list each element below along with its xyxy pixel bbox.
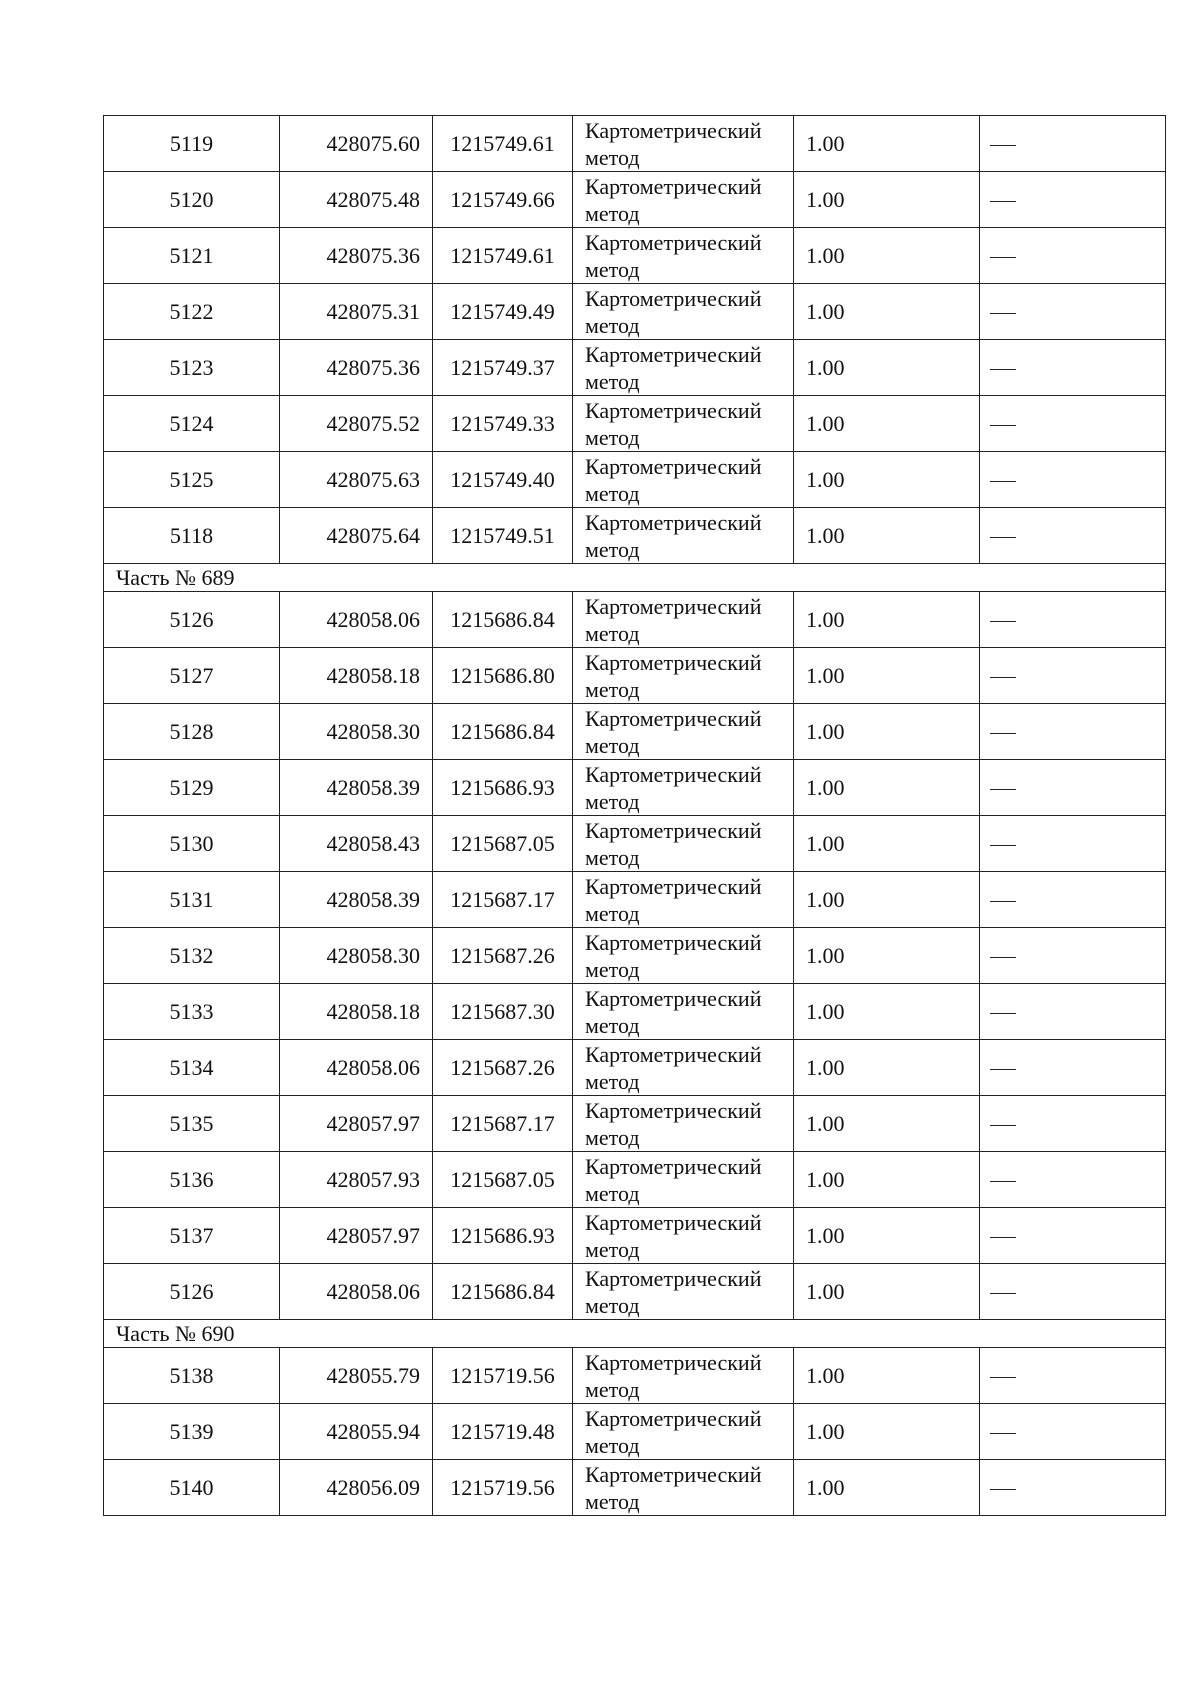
method-line1: Картометрический (585, 453, 762, 479)
table-row (104, 760, 1166, 816)
method-line1: Картометрический (585, 341, 762, 367)
table-body (104, 116, 1166, 1516)
coordinate-x: 428058.43 (280, 816, 433, 872)
method-cell (573, 1348, 794, 1404)
table-row (104, 984, 1166, 1040)
coordinate-x: 428057.97 (280, 1208, 433, 1264)
description-dash (990, 201, 1016, 202)
description-cell (980, 1152, 1166, 1208)
table-row (104, 1460, 1166, 1516)
accuracy-value: 1.00 (794, 228, 980, 284)
description-cell (980, 816, 1166, 872)
method-cell (573, 1040, 794, 1096)
accuracy-value: 1.00 (794, 172, 980, 228)
description-dash (990, 789, 1016, 790)
method-cell (573, 396, 794, 452)
method-cell (573, 704, 794, 760)
description-dash (990, 425, 1016, 426)
part-header-row (104, 1320, 1166, 1348)
coordinate-y: 1215749.61 (433, 116, 573, 172)
description-dash (990, 145, 1016, 146)
coordinate-y: 1215687.17 (433, 872, 573, 928)
accuracy-value: 1.00 (794, 1096, 980, 1152)
point-number: 5130 (104, 816, 280, 872)
description-dash (990, 1013, 1016, 1014)
table-row (104, 592, 1166, 648)
table-row (104, 228, 1166, 284)
method-line1: Картометрический (585, 1041, 762, 1067)
method-line1: Картометрический (585, 285, 762, 311)
description-cell (980, 872, 1166, 928)
description-dash (990, 1237, 1016, 1238)
coordinate-x: 428075.52 (280, 396, 433, 452)
coordinate-y: 1215687.05 (433, 816, 573, 872)
method-cell (573, 1096, 794, 1152)
method-line1: Картометрический (585, 705, 762, 731)
point-number: 5137 (104, 1208, 280, 1264)
method-cell (573, 816, 794, 872)
coordinate-x: 428075.36 (280, 228, 433, 284)
table-row (104, 816, 1166, 872)
description-cell (980, 116, 1166, 172)
coordinate-x: 428058.18 (280, 648, 433, 704)
method-cell (573, 592, 794, 648)
method-line1: Картометрический (585, 1097, 762, 1123)
coordinates-table (103, 115, 1166, 1516)
point-number: 5129 (104, 760, 280, 816)
coordinate-x: 428075.60 (280, 116, 433, 172)
description-cell (980, 228, 1166, 284)
accuracy-value: 1.00 (794, 1264, 980, 1320)
accuracy-value: 1.00 (794, 928, 980, 984)
description-dash (990, 369, 1016, 370)
coordinate-x: 428058.06 (280, 1040, 433, 1096)
accuracy-value: 1.00 (794, 760, 980, 816)
coordinate-y: 1215687.26 (433, 928, 573, 984)
method-line2: метод (585, 900, 640, 926)
table-row (104, 928, 1166, 984)
point-number: 5128 (104, 704, 280, 760)
method-line1: Картометрический (585, 229, 762, 255)
accuracy-value: 1.00 (794, 116, 980, 172)
point-number: 5138 (104, 1348, 280, 1404)
description-dash (990, 677, 1016, 678)
coordinate-x: 428058.06 (280, 592, 433, 648)
description-dash (990, 733, 1016, 734)
accuracy-value: 1.00 (794, 1460, 980, 1516)
method-line1: Картометрический (585, 117, 762, 143)
point-number: 5120 (104, 172, 280, 228)
method-line2: метод (585, 480, 640, 506)
part-title: Часть № 690 (104, 1320, 1166, 1348)
coordinate-y: 1215749.33 (433, 396, 573, 452)
table-row (104, 172, 1166, 228)
method-line2: метод (585, 788, 640, 814)
accuracy-value: 1.00 (794, 396, 980, 452)
coordinate-y: 1215719.48 (433, 1404, 573, 1460)
method-line1: Картометрический (585, 1461, 762, 1487)
method-line1: Картометрический (585, 1349, 762, 1375)
method-line2: метод (585, 312, 640, 338)
method-line1: Картометрический (585, 873, 762, 899)
method-line2: метод (585, 844, 640, 870)
table-row (104, 1040, 1166, 1096)
description-cell (980, 452, 1166, 508)
description-dash (990, 1181, 1016, 1182)
table-row (104, 284, 1166, 340)
description-dash (990, 1293, 1016, 1294)
description-dash (990, 1069, 1016, 1070)
point-number: 5124 (104, 396, 280, 452)
description-cell (980, 396, 1166, 452)
part-title: Часть № 689 (104, 564, 1166, 592)
point-number: 5134 (104, 1040, 280, 1096)
point-number: 5121 (104, 228, 280, 284)
method-line2: метод (585, 956, 640, 982)
description-dash (990, 537, 1016, 538)
method-line2: метод (585, 620, 640, 646)
coordinate-x: 428075.36 (280, 340, 433, 396)
point-number: 5123 (104, 340, 280, 396)
description-cell (980, 1040, 1166, 1096)
method-line1: Картометрический (585, 929, 762, 955)
method-cell (573, 116, 794, 172)
coordinate-y: 1215686.84 (433, 1264, 573, 1320)
method-line2: метод (585, 732, 640, 758)
point-number: 5140 (104, 1460, 280, 1516)
method-line2: метод (585, 1488, 640, 1514)
table-row (104, 1096, 1166, 1152)
point-number: 5122 (104, 284, 280, 340)
coordinate-y: 1215749.61 (433, 228, 573, 284)
method-cell (573, 1460, 794, 1516)
coordinate-y: 1215749.37 (433, 340, 573, 396)
description-cell (980, 704, 1166, 760)
coordinate-x: 428058.30 (280, 704, 433, 760)
coordinate-x: 428075.63 (280, 452, 433, 508)
description-dash (990, 1489, 1016, 1490)
accuracy-value: 1.00 (794, 816, 980, 872)
description-cell (980, 1348, 1166, 1404)
method-cell (573, 1208, 794, 1264)
coordinate-x: 428058.39 (280, 760, 433, 816)
description-cell (980, 1096, 1166, 1152)
description-cell (980, 1264, 1166, 1320)
point-number: 5136 (104, 1152, 280, 1208)
method-line2: метод (585, 536, 640, 562)
description-dash (990, 1433, 1016, 1434)
method-line2: метод (585, 1012, 640, 1038)
coordinate-y: 1215749.40 (433, 452, 573, 508)
method-cell (573, 984, 794, 1040)
document-page (103, 115, 1165, 1516)
method-line1: Картометрический (585, 1405, 762, 1431)
method-line1: Картометрический (585, 985, 762, 1011)
coordinate-y: 1215686.93 (433, 760, 573, 816)
point-number: 5135 (104, 1096, 280, 1152)
method-cell (573, 760, 794, 816)
table-row (104, 648, 1166, 704)
method-line2: метод (585, 1236, 640, 1262)
description-dash (990, 257, 1016, 258)
method-cell (573, 648, 794, 704)
method-cell (573, 928, 794, 984)
point-number: 5125 (104, 452, 280, 508)
description-cell (980, 1460, 1166, 1516)
method-line2: метод (585, 676, 640, 702)
coordinate-y: 1215686.80 (433, 648, 573, 704)
coordinate-x: 428055.94 (280, 1404, 433, 1460)
accuracy-value: 1.00 (794, 1040, 980, 1096)
table-row (104, 1264, 1166, 1320)
method-line1: Картометрический (585, 1265, 762, 1291)
method-line1: Картометрический (585, 649, 762, 675)
method-cell (573, 1264, 794, 1320)
description-cell (980, 340, 1166, 396)
coordinate-y: 1215749.51 (433, 508, 573, 564)
description-cell (980, 1208, 1166, 1264)
coordinate-x: 428058.30 (280, 928, 433, 984)
method-cell (573, 1152, 794, 1208)
accuracy-value: 1.00 (794, 508, 980, 564)
table-row (104, 508, 1166, 564)
coordinate-y: 1215687.17 (433, 1096, 573, 1152)
part-header-row (104, 564, 1166, 592)
description-dash (990, 313, 1016, 314)
description-cell (980, 1404, 1166, 1460)
accuracy-value: 1.00 (794, 1348, 980, 1404)
coordinate-x: 428058.18 (280, 984, 433, 1040)
point-number: 5119 (104, 116, 280, 172)
method-cell (573, 452, 794, 508)
accuracy-value: 1.00 (794, 340, 980, 396)
point-number: 5131 (104, 872, 280, 928)
method-line1: Картометрический (585, 397, 762, 423)
method-line1: Картометрический (585, 1153, 762, 1179)
accuracy-value: 1.00 (794, 984, 980, 1040)
table-row (104, 1404, 1166, 1460)
accuracy-value: 1.00 (794, 1208, 980, 1264)
method-line1: Картометрический (585, 817, 762, 843)
table-row (104, 116, 1166, 172)
description-dash (990, 901, 1016, 902)
method-cell (573, 284, 794, 340)
description-dash (990, 957, 1016, 958)
method-line1: Картометрический (585, 509, 762, 535)
description-cell (980, 928, 1166, 984)
coordinate-y: 1215687.30 (433, 984, 573, 1040)
coordinate-x: 428075.31 (280, 284, 433, 340)
coordinate-x: 428057.97 (280, 1096, 433, 1152)
method-line2: метод (585, 144, 640, 170)
accuracy-value: 1.00 (794, 1404, 980, 1460)
method-line2: метод (585, 368, 640, 394)
coordinate-y: 1215687.05 (433, 1152, 573, 1208)
accuracy-value: 1.00 (794, 704, 980, 760)
coordinate-y: 1215686.93 (433, 1208, 573, 1264)
method-line2: метод (585, 1068, 640, 1094)
coordinate-x: 428056.09 (280, 1460, 433, 1516)
coordinate-x: 428055.79 (280, 1348, 433, 1404)
point-number: 5127 (104, 648, 280, 704)
accuracy-value: 1.00 (794, 284, 980, 340)
coordinate-x: 428058.06 (280, 1264, 433, 1320)
coordinate-y: 1215719.56 (433, 1460, 573, 1516)
point-number: 5139 (104, 1404, 280, 1460)
accuracy-value: 1.00 (794, 648, 980, 704)
table-row (104, 872, 1166, 928)
point-number: 5126 (104, 1264, 280, 1320)
table-row (104, 1152, 1166, 1208)
method-cell (573, 872, 794, 928)
description-cell (980, 508, 1166, 564)
description-cell (980, 592, 1166, 648)
method-line2: метод (585, 256, 640, 282)
table-row (104, 396, 1166, 452)
point-number: 5126 (104, 592, 280, 648)
point-number: 5118 (104, 508, 280, 564)
accuracy-value: 1.00 (794, 872, 980, 928)
coordinate-x: 428075.64 (280, 508, 433, 564)
point-number: 5132 (104, 928, 280, 984)
table-row (104, 340, 1166, 396)
description-dash (990, 621, 1016, 622)
description-dash (990, 845, 1016, 846)
accuracy-value: 1.00 (794, 592, 980, 648)
table-row (104, 704, 1166, 760)
method-line2: метод (585, 1124, 640, 1150)
method-line2: метод (585, 1376, 640, 1402)
coordinate-y: 1215749.66 (433, 172, 573, 228)
method-line2: метод (585, 1180, 640, 1206)
description-dash (990, 1377, 1016, 1378)
method-cell (573, 172, 794, 228)
method-line2: метод (585, 200, 640, 226)
description-cell (980, 284, 1166, 340)
coordinate-x: 428058.39 (280, 872, 433, 928)
description-cell (980, 648, 1166, 704)
method-line2: метод (585, 1432, 640, 1458)
coordinate-x: 428075.48 (280, 172, 433, 228)
method-line2: метод (585, 424, 640, 450)
method-line1: Картометрический (585, 1209, 762, 1235)
description-cell (980, 172, 1166, 228)
method-cell (573, 1404, 794, 1460)
method-line1: Картометрический (585, 173, 762, 199)
accuracy-value: 1.00 (794, 1152, 980, 1208)
coordinate-y: 1215719.56 (433, 1348, 573, 1404)
accuracy-value: 1.00 (794, 452, 980, 508)
table-row (104, 1208, 1166, 1264)
description-dash (990, 481, 1016, 482)
description-cell (980, 760, 1166, 816)
method-cell (573, 340, 794, 396)
method-line1: Картометрический (585, 761, 762, 787)
table-row (104, 1348, 1166, 1404)
coordinate-x: 428057.93 (280, 1152, 433, 1208)
method-line2: метод (585, 1292, 640, 1318)
coordinate-y: 1215749.49 (433, 284, 573, 340)
method-line1: Картометрический (585, 593, 762, 619)
coordinate-y: 1215686.84 (433, 704, 573, 760)
table-row (104, 452, 1166, 508)
description-cell (980, 984, 1166, 1040)
method-cell (573, 508, 794, 564)
point-number: 5133 (104, 984, 280, 1040)
method-cell (573, 228, 794, 284)
coordinate-y: 1215687.26 (433, 1040, 573, 1096)
coordinate-y: 1215686.84 (433, 592, 573, 648)
description-dash (990, 1125, 1016, 1126)
